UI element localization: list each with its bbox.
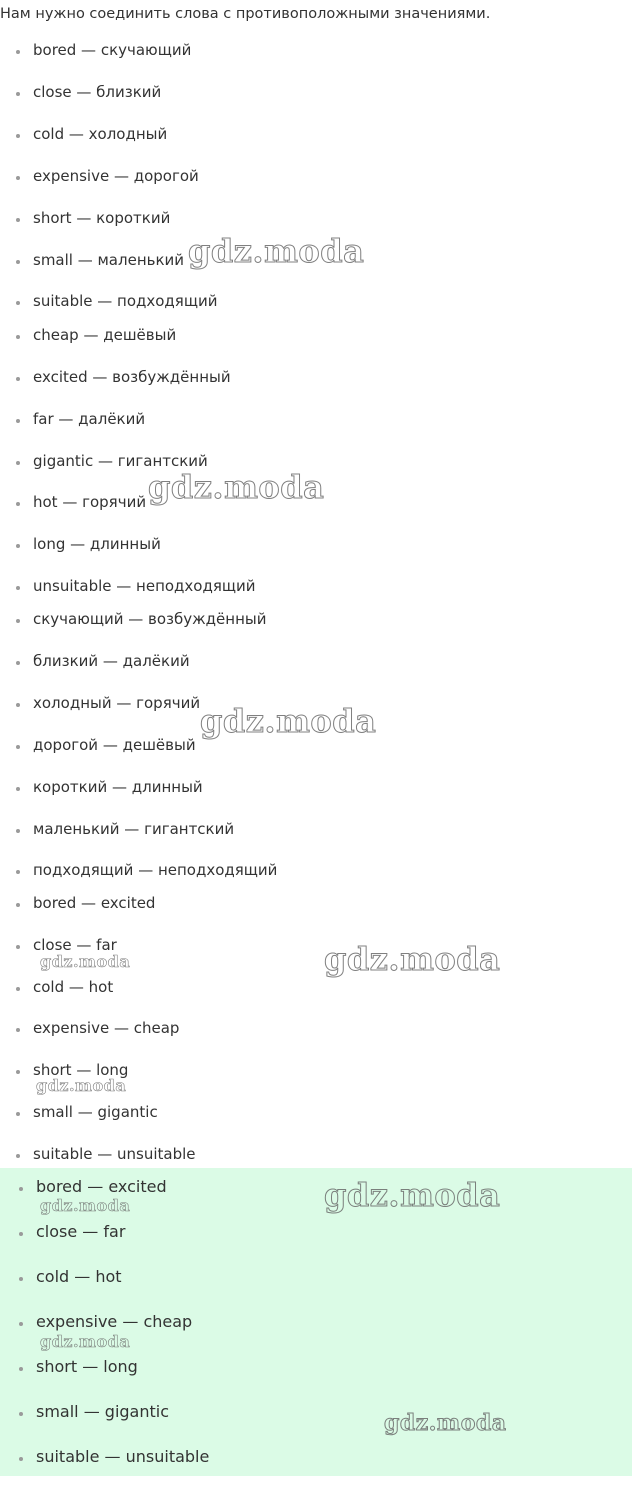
list-item: дорогой — дешёвый [33, 736, 196, 754]
list-item: small — gigantic [33, 1103, 158, 1121]
bullet-icon [16, 301, 20, 305]
list-item: маленький — гигантский [33, 820, 235, 838]
watermark: gdz.moda [324, 940, 501, 978]
list-item: bored — скучающий [33, 41, 192, 59]
watermark: gdz.moda [324, 1176, 501, 1214]
bullet-icon [16, 987, 20, 991]
bullet-icon [16, 134, 20, 138]
watermark: gdz.moda [200, 702, 377, 740]
bullet-icon [16, 661, 20, 665]
list-item: gigantic — гигантский [33, 452, 208, 470]
list-item: far — далёкий [33, 410, 146, 428]
list-item: close — far [33, 936, 117, 954]
list-item: short — long [33, 1061, 129, 1079]
list-item: bored — excited [33, 894, 156, 912]
watermark: gdz.moda [148, 468, 325, 506]
list-item: short — короткий [33, 209, 171, 227]
bullet-icon [16, 461, 20, 465]
bullet-icon [19, 1412, 23, 1416]
list-item: холодный — горячий [33, 694, 201, 712]
bullet-icon [19, 1277, 23, 1281]
intro-text: Нам нужно соединить слова с противоположными значениями. [0, 6, 491, 22]
answer-item: short — long [36, 1357, 138, 1376]
bullet-icon [16, 1028, 20, 1032]
watermark: gdz.moda [384, 1410, 507, 1436]
list-item: unsuitable — неподходящий [33, 577, 256, 595]
list-item: long — длинный [33, 535, 161, 553]
bullet-icon [16, 1154, 20, 1158]
list-item: suitable — unsuitable [33, 1145, 196, 1163]
watermark: gdz.moda [188, 232, 365, 270]
answer-item: bored — excited [36, 1177, 167, 1196]
watermark: gdz.moda [36, 1076, 127, 1095]
bullet-icon [16, 586, 20, 590]
bullet-icon [16, 218, 20, 222]
bullet-icon [16, 335, 20, 339]
bullet-icon [16, 1070, 20, 1074]
list-item: close — близкий [33, 83, 162, 101]
bullet-icon [16, 176, 20, 180]
list-item: suitable — подходящий [33, 292, 218, 310]
bullet-icon [16, 50, 20, 54]
bullet-icon [19, 1232, 23, 1236]
answer-item: expensive — cheap [36, 1312, 193, 1331]
list-item: cheap — дешёвый [33, 326, 177, 344]
list-item: expensive — дорогой [33, 167, 199, 185]
bullet-icon [16, 502, 20, 506]
answer-item: close — far [36, 1222, 126, 1241]
bullet-icon [16, 544, 20, 548]
list-item: близкий — далёкий [33, 652, 190, 670]
answer-item: suitable — unsuitable [36, 1447, 210, 1466]
bullet-icon [19, 1367, 23, 1371]
list-item: excited — возбуждённый [33, 368, 231, 386]
bullet-icon [16, 92, 20, 96]
list-item: small — маленький [33, 251, 185, 269]
bullet-icon [16, 870, 20, 874]
list-item: expensive — cheap [33, 1019, 180, 1037]
bullet-icon [19, 1322, 23, 1326]
bullet-icon [16, 903, 20, 907]
list-item: cold — hot [33, 978, 114, 996]
bullet-icon [16, 787, 20, 791]
bullet-icon [16, 703, 20, 707]
list-item: hot — горячий [33, 493, 147, 511]
bullet-icon [19, 1187, 23, 1191]
bullet-icon [16, 377, 20, 381]
bullet-icon [16, 619, 20, 623]
list-item: подходящий — неподходящий [33, 861, 278, 879]
bullet-icon [16, 745, 20, 749]
bullet-icon [16, 829, 20, 833]
answer-item: cold — hot [36, 1267, 122, 1286]
list-item: скучающий — возбуждённый [33, 610, 267, 628]
bullet-icon [16, 945, 20, 949]
list-item: cold — холодный [33, 125, 168, 143]
watermark: gdz.moda [40, 1332, 131, 1351]
bullet-icon [16, 260, 20, 264]
bullet-icon [16, 1112, 20, 1116]
watermark: gdz.moda [40, 952, 131, 971]
answer-item: small — gigantic [36, 1402, 170, 1421]
bullet-icon [19, 1457, 23, 1461]
watermark: gdz.moda [40, 1196, 131, 1215]
bullet-icon [16, 419, 20, 423]
list-item: короткий — длинный [33, 778, 203, 796]
